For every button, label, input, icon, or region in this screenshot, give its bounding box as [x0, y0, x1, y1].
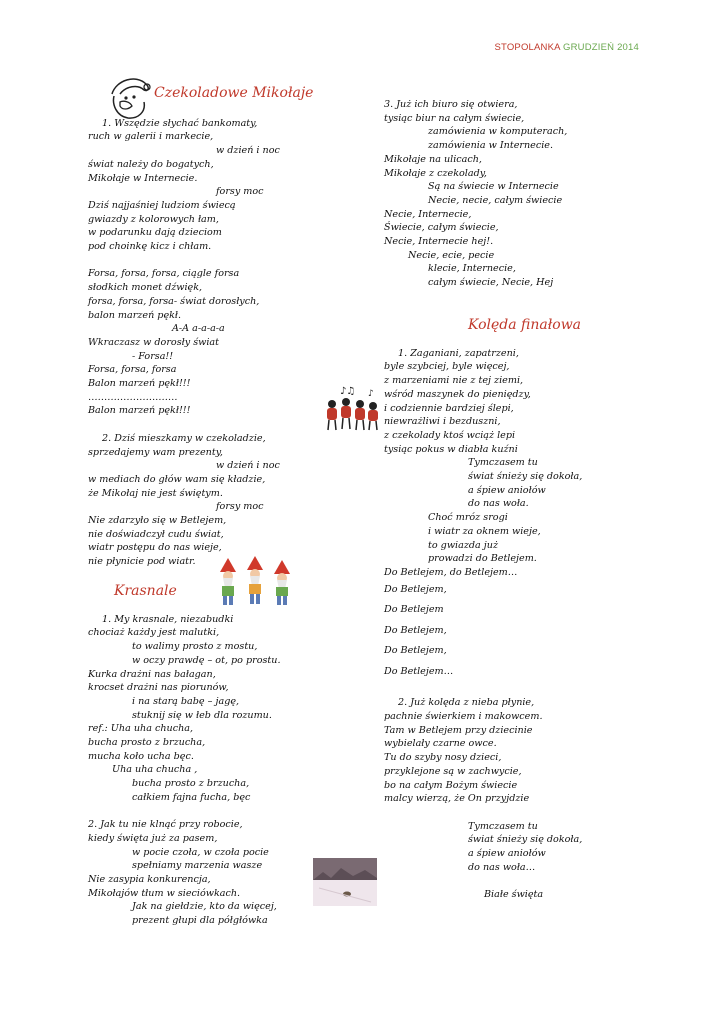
stanza-gap [88, 418, 288, 432]
lyric-line: w podarunku dają dzieciom [88, 227, 222, 239]
stanza-gap [88, 805, 298, 819]
lyric-line: świat należy do bogatych, [88, 158, 214, 170]
lyric-line: z czekolady ktoś wciąż lepi [384, 429, 516, 441]
lyric-line: krocset drażni nas piorunów, [88, 682, 229, 694]
lyric-line: forsa, forsa, forsa- świat dorosłych, [88, 295, 260, 307]
lyric-line: Necie, Internecie hej!. [384, 236, 494, 248]
lyric-line: Nie zasypia konkurencja, [88, 874, 211, 886]
svg-text:♪♫: ♪♫ [340, 386, 356, 397]
lyric-line: wiatr postępu do nas wieje, [88, 542, 222, 554]
lyric-line: prowadzi do Betlejem. [428, 553, 537, 565]
lyric-line: niewrażliwi i bezduszni, [384, 416, 501, 428]
lyric-line: że Mikołaj nie jest świętym. [88, 487, 223, 499]
lyric-line: Do Betlejem, do Betlejem… [384, 566, 518, 578]
lyric-line: chociaż każdy jest malutki, [88, 627, 220, 639]
lyric-line: 1. Zaganiani, zapatrzeni, [398, 347, 519, 359]
lyric-line: słodkich monet dźwięk, [88, 282, 203, 294]
lyric-line: ………………………. [88, 391, 178, 403]
lyric-line: i codziennie bardziej ślepi, [384, 402, 514, 414]
lyric-line: nie doświadczył cudu świat, [88, 528, 224, 540]
czekoladowe-continuation [384, 98, 604, 290]
page-header [494, 42, 639, 53]
lyric-line: ref.: Uha uha chucha, [88, 723, 194, 735]
lyric-line: Do Betlejem… [384, 666, 454, 678]
lyric-line: Mikołajów tłum w sieciówkach. [88, 887, 241, 899]
lyric-line: 2. Dziś mieszkamy w czekoladzie, [102, 432, 266, 444]
lyric-line: Mikołaje w Internecie. [88, 172, 198, 184]
lyric-line: 2. Już kolęda z nieba płynie, [398, 697, 535, 709]
lyric-line: i na starą babę – jagę, [132, 695, 240, 707]
lyric-line: bucha prosto z brzucha, [88, 737, 206, 749]
lyric-line: prezent głupi dla półgłówka [132, 915, 268, 927]
lyric-line: Necie, ecie, pecie [408, 249, 495, 261]
song-title [88, 584, 298, 599]
lyric-line: zamówienia w komputerach, [428, 126, 568, 138]
lyric-line: Balon marzeń pękł!!! [88, 378, 191, 390]
issue-date: GRUDZIEŃ 2014 [563, 42, 639, 53]
lyric-line: ruch w galerii i markecie, [88, 131, 214, 143]
lyric-line: gwiazdy z kolorowych łam, [88, 213, 219, 225]
lyric-line: Są na świecie w Internecie [428, 181, 559, 193]
lyric-line: Tymczasem tu [468, 820, 538, 832]
lyric-line: świat śnieży się dokoła, [468, 471, 583, 483]
lyric-line: w dzień i noc [216, 460, 280, 472]
stanza-gap [88, 254, 288, 268]
lyric-line: w dzień i noc [216, 145, 280, 157]
lyric-line: przyklejone są w zachwycie, [384, 765, 522, 777]
song-title [384, 318, 614, 333]
singing-figures-icon [322, 384, 382, 432]
lyric-line: Forsa, forsa, forsa [88, 364, 177, 376]
lyric-line: Wkraczasz w dorosły świat [88, 336, 219, 348]
lyric-line: i wiatr za oknem wieje, [428, 525, 541, 537]
lyric-line: świat śnieży się dokoła, [468, 834, 583, 846]
lyric-line: 2. Jak tu nie klnąć przy robocie, [88, 819, 243, 831]
lyric-line: z marzeniami nie z tej ziemi, [384, 375, 524, 387]
lyric-line: kiedy święta już za pasem, [88, 832, 218, 844]
lyric-line: forsy moc [216, 501, 264, 513]
lyric-line: całkiem fajna fucha, bęc [132, 791, 251, 803]
stanza-gap [384, 874, 614, 888]
lyric-line: mucha koło ucha bęc. [88, 750, 194, 762]
lyric-line: wśród maszynek do pieniędzy, [384, 388, 531, 400]
lyric-line: Mikołaje na ulicach, [384, 153, 482, 165]
lyric-line: tysiąc biur na całym świecie, [384, 112, 525, 124]
lyric-line: 3. Już ich biuro się otwiera, [384, 99, 518, 110]
lyric-line: Uha uha chucha , [112, 764, 198, 776]
lyric-line: Necie, Internecie, [384, 208, 472, 220]
song-title [88, 85, 314, 101]
lyric-line: w mediach do głów wam się kładzie, [88, 473, 266, 485]
lyric-line: to gwiazda już [428, 539, 498, 551]
lyric-line: forsy moc [216, 186, 264, 198]
lyric-line: 1. My krasnale, niezabudki [102, 613, 234, 625]
lyric-line: w pocie czoła, w czoła pocie [132, 846, 269, 858]
svg-text:♪: ♪ [368, 389, 374, 399]
lyric-line: Dziś najjaśniej ludziom świecą [88, 199, 236, 211]
lyric-line: pod choinkę kicz i chłam. [88, 241, 212, 253]
lyric-line: malcy wierzą, że On przyjdzie [384, 793, 530, 805]
winter-photo [313, 858, 377, 906]
lyric-line: Do Betlejem, [384, 583, 447, 595]
lyric-line: Jak na giełdzie, kto da więcej, [132, 901, 277, 913]
lyric-line: Do Betlejem, [384, 624, 447, 636]
lyric-line: 1. Wszędzie słychać bankomaty, [102, 117, 258, 129]
lyric-line: byle szybciej, byle więcej, [384, 361, 510, 373]
lyric-line: bo na całym Bożym świecie [384, 779, 518, 791]
lyric-line: Do Betlejem [384, 604, 444, 616]
lyric-line: nie płynicie pod wiatr. [88, 556, 196, 568]
lyric-line: to walimy prosto z mostu, [132, 641, 258, 653]
lyric-line: w oczy prawdę – ot, po prostu. [132, 654, 281, 666]
stanza-gap [384, 683, 614, 697]
stanza-gap [384, 806, 614, 820]
lyric-line: stuknij się w łeb dla rozumu. [132, 709, 272, 721]
lyric-line: - Forsa!! [132, 350, 174, 362]
signature: Białe święta [484, 889, 544, 901]
lyric-line: Balon marzeń pękł!!! [88, 405, 191, 417]
lyric-line: pachnie świerkiem i makowcem. [384, 711, 543, 723]
lyric-line: Tam w Betlejem przy dziecinie [384, 724, 533, 736]
lyric-line: Tu do szyby nosy dzieci, [384, 752, 502, 764]
song-title-text: Krasnale [114, 583, 177, 599]
publication-name: STOPOLANKA [494, 42, 561, 53]
krasnale-song [88, 584, 298, 928]
lyric-line: Świecie, całym świecie, [384, 222, 499, 234]
lyric-line: sprzedajemy wam prezenty, [88, 446, 223, 458]
lyric-line: balon marzeń pękł. [88, 309, 182, 321]
lyric-line: spełniamy marzenia wasze [132, 860, 263, 872]
lyric-line: tysiąc pokus w diabła kuźni [384, 443, 518, 455]
lyric-line: bucha prosto z brzucha, [132, 778, 250, 790]
lyric-line: Necie, necie, całym świecie [428, 194, 563, 206]
lyric-line: całym świecie, Necie, Hej [428, 277, 554, 289]
lyric-line: zamówienia w Internecie. [428, 140, 553, 152]
lyric-line: Mikołaje z czekolady, [384, 167, 487, 179]
lyric-line: Do Betlejem, [384, 645, 447, 657]
koleda-song [384, 318, 614, 902]
lyric-line: do nas woła… [468, 861, 536, 873]
lyric-line: do nas woła. [468, 498, 529, 510]
song-title-text: Kolęda finałowa [468, 317, 582, 333]
lyric-line: Kurka drażni nas bałagan, [88, 668, 216, 680]
lyric-line: wybielały czarne owce. [384, 738, 497, 750]
lyric-line: Forsa, forsa, forsa, ciągle forsa [88, 268, 240, 280]
song-title-text: Czekoladowe Mikołaje [154, 85, 314, 101]
lyric-line: A-A a-a-a-a [172, 323, 225, 335]
lyric-line: klecie, Internecie, [428, 263, 516, 275]
lyric-line: Tymczasem tu [468, 457, 538, 469]
lyric-line: a śpiew aniołów [468, 848, 546, 860]
lyric-line: Choć mróz srogi [428, 512, 508, 524]
lyric-line: a śpiew aniołów [468, 484, 546, 496]
czekoladowe-song [88, 85, 314, 569]
lyric-line: Nie zdarzyło się w Betlejem, [88, 515, 227, 527]
